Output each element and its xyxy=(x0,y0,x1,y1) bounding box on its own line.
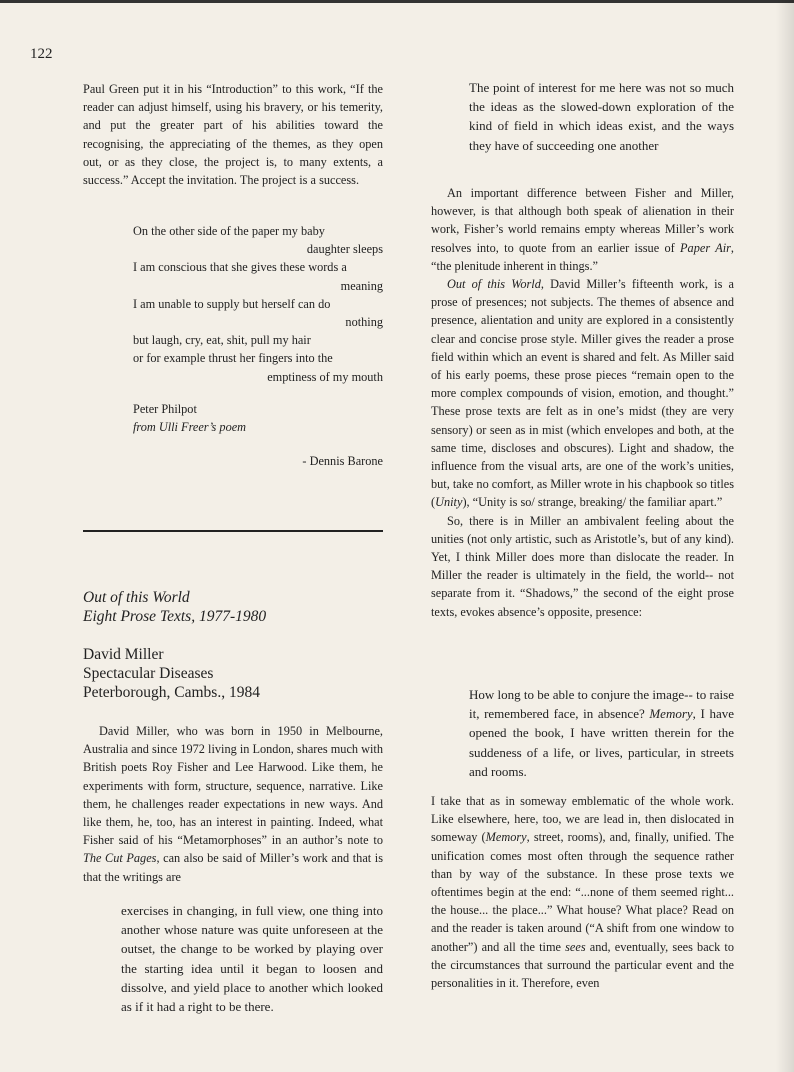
page-number: 122 xyxy=(30,46,53,62)
text: , I have opened the book, I have written therein for the suddeness of a life, or lives, particular, in streets and rooms. xyxy=(469,706,734,779)
book-publisher: Spectacular Diseases xyxy=(83,665,214,682)
poem-line: nothing xyxy=(345,315,383,330)
text: An important difference between Fisher and Miller, however, is that although both speak of alienation in their work, Fisher’s world remains empty whereas Miller’s work resolves into, to quote from an earlier issue of xyxy=(431,186,734,255)
left-block-quote: exercises in changing, in full view, one thing into another whose nature was quite unforeseen at the outset, the change to be worked by playing over the starting idea until it began to loosen and dissolve, and yield place to another which looked as if it had a right to be there. xyxy=(121,903,383,1015)
book-author: David Miller xyxy=(83,646,164,663)
right-paragraph-2 xyxy=(431,275,734,512)
left-intro-paragraph xyxy=(83,80,383,189)
book-reference: Out of this World xyxy=(447,277,541,292)
text: ), “Unity is so/ strange, breaking/ the familiar apart.” xyxy=(462,495,723,510)
text: , can also be said of Miller’s work and that is that the writings are xyxy=(83,851,383,884)
book-place-year: Peterborough, Cambs., 1984 xyxy=(83,684,260,701)
left-block-quote-wrap xyxy=(83,901,383,1016)
right-top-block-quote: The point of interest for me here was not so much the ideas as the slowed-down exploration of the kind of field in which ideas exist, and the ways they have of succeeding one another xyxy=(469,80,734,153)
right-paragraph-4 xyxy=(431,792,734,992)
right-paragraph-1 xyxy=(431,184,734,275)
text: I take that as in someway emblematic of the whole work. Like elsewhere, here, too, we are lead in, then dislocated in someway ( xyxy=(431,794,734,845)
book-info xyxy=(83,645,260,702)
left-intro-text: Paul Green put it in his “Introduction” to this work, “If the reader can adjust himself, using his bravery, or his temerity, and put the greater part of his abilities toward the recognising, the appreciating of the themes, as they open out, or as they close, the project is, to many extents, a success.” Accept the invitation. The project is a success. xyxy=(83,82,383,188)
emphasis: Memory xyxy=(649,706,693,722)
section-divider xyxy=(83,530,383,532)
poem-line: but laugh, cry, eat, shit, pull my hair xyxy=(133,333,311,348)
poem xyxy=(133,222,383,386)
poem-line: daughter sleeps xyxy=(306,242,383,257)
right-top-quote-wrap xyxy=(431,78,734,155)
text: and, eventually, sees back to the circumstances that surround the particular event and the personalities in it. Therefore, even xyxy=(431,939,734,991)
poem-line: or for example thrust her fingers into the xyxy=(133,351,333,366)
text: , David Miller’s fifteenth work, is a prose of presences; not subjects. The themes of absence and presence, alientation and unity are explored in a consistently clear and concise prose style. Miller gives the reader a prose field within which an event is shared and felt. As Miller said of his early poems, these prose pieces “remain open to the more complex compounds of vision, emotion, and thought.” These prose texts are felt as in one’s midst (they are very sensory) or seen as in mist (which envelopes and both, at the same time, discloses and obscures). Light and shadow, the influence from the visual arts, are one of the work’s unities, but, take no comfort, as Miller wrote in his chapbook so titles ( xyxy=(431,277,734,510)
chapbook-reference: Unity xyxy=(435,495,463,510)
page-edge-shadow xyxy=(776,0,794,1072)
book-title xyxy=(83,588,266,626)
text: How long to be able to conjure the image-- to raise it, remembered face, in absence? xyxy=(469,687,734,722)
poem-line: On the other side of the paper my baby xyxy=(133,224,325,238)
poem-source: from Ulli Freer’s poem xyxy=(133,420,247,435)
left-body-paragraph xyxy=(83,722,383,886)
poem-line: meaning xyxy=(340,278,383,293)
right-body-2 xyxy=(431,792,734,992)
top-rule xyxy=(0,0,794,3)
poem-credit xyxy=(133,400,246,436)
text: , street, rooms), and, finally, unified. The unification comes most often through the sequence rather than by way of the substance. In these prose texts we oftentimes begin at the end: “...none of them seemed right... the house... the place...” What house? What place? Read on and the reader is taken around (“A shift from one window to another”) and all the time xyxy=(431,830,734,954)
right-mid-quote-wrap xyxy=(431,685,734,781)
journal-reference: Paper Air xyxy=(680,240,731,255)
emphasis: Memory xyxy=(485,830,527,845)
right-mid-block-quote xyxy=(431,685,734,781)
text: David Miller, who was born in 1950 in Melbourne, Australia and since 1972 living in London, shares much with British poets Roy Fisher and Lee Harwood. Like them, he experiments with form, structure, sequence, narrative. Like them, he challenges reader expectations in new ways. And like them, he, too, has an interest in painting. Indeed, what Fisher said of his “Metamorphoses” in an author’s note to xyxy=(83,724,383,848)
left-body xyxy=(83,722,383,886)
right-paragraph-3: So, there is in Miller an ambivalent feeling about the unities (not only artistic, such as Aristotle’s, but of any kind). Yet, I think Miller does more than dislocate the reader. In Miller the reader is ultimately in the field, the world-- not separate from it. “Shadows,” the second of the eight prose texts, evokes absence’s opposite, presence: xyxy=(431,513,734,619)
poem-line: emptiness of my mouth xyxy=(267,369,383,384)
book-reference: The Cut Pages xyxy=(83,851,157,866)
book-title-line1: Out of this World xyxy=(83,589,190,606)
poem-author: Peter Philpot xyxy=(133,402,197,416)
right-body-1 xyxy=(431,184,734,621)
poem-line: I am unable to supply but herself can do xyxy=(133,296,331,311)
text: , “the plenitude inherent in things.” xyxy=(431,240,734,273)
emphasis: sees xyxy=(565,939,586,954)
review-signoff: - Dennis Barone xyxy=(302,454,383,468)
poem-line: I am conscious that she gives these words a xyxy=(133,260,347,275)
book-title-line2: Eight Prose Texts, 1977-1980 xyxy=(83,608,267,625)
